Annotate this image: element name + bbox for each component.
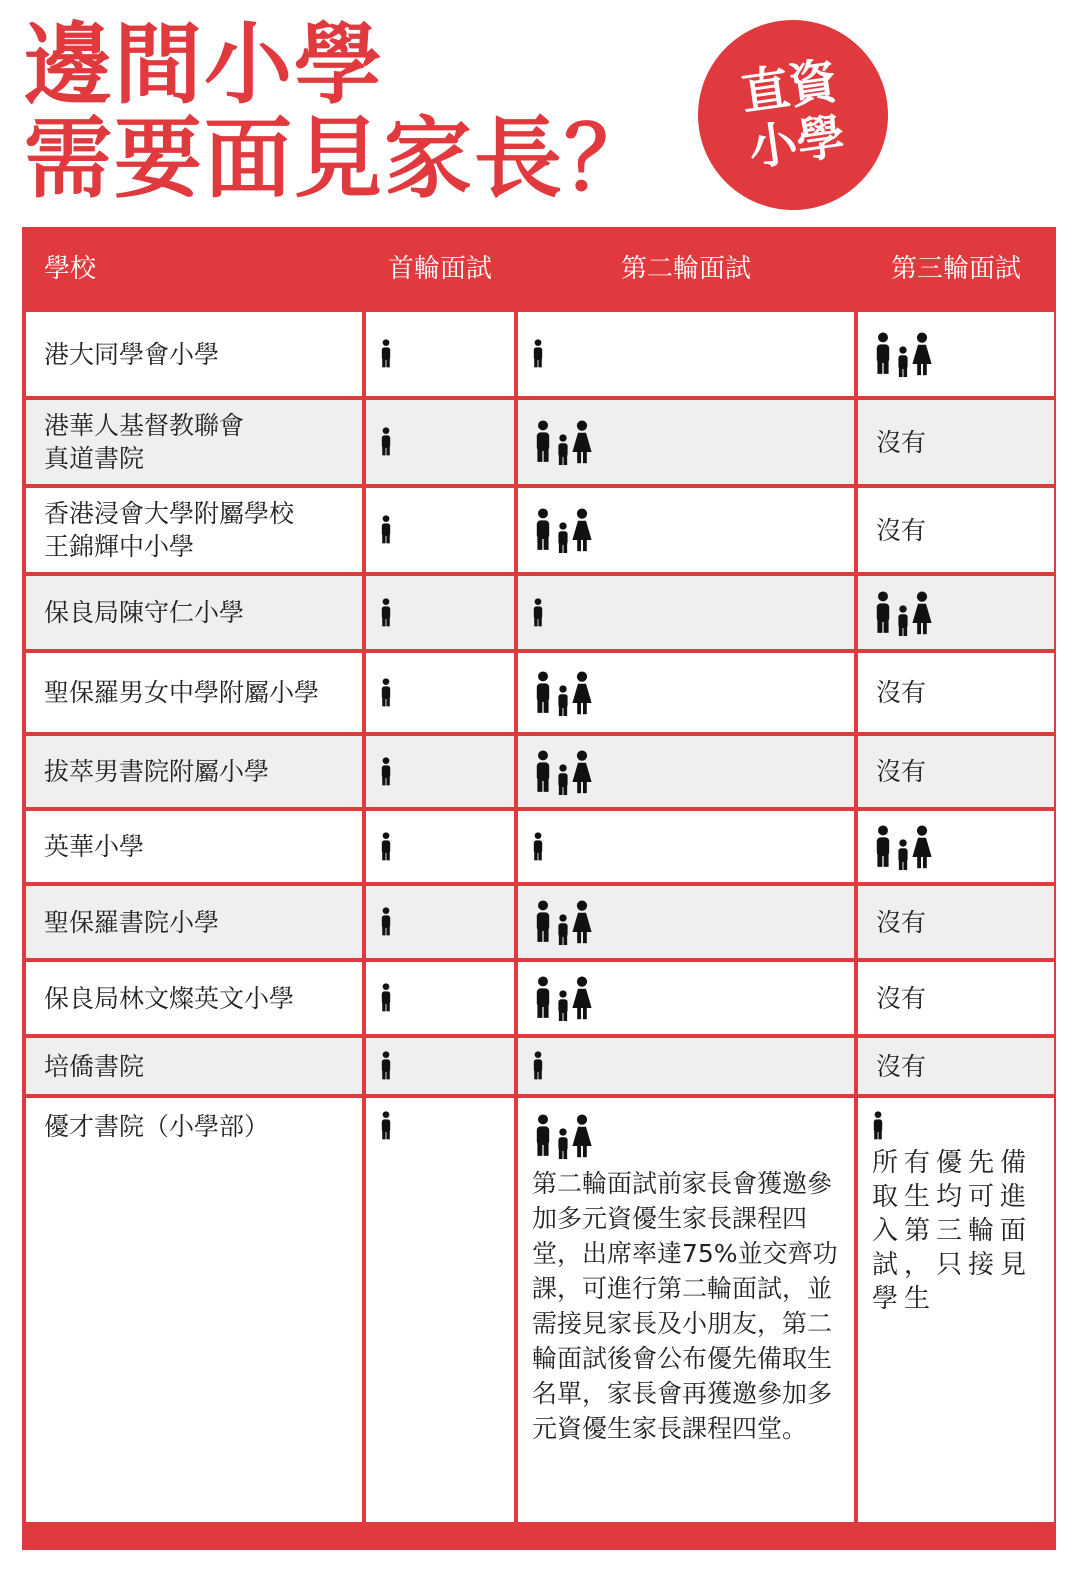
- round-2-cell: [518, 488, 854, 572]
- family-icon: [872, 821, 936, 873]
- child-icon: [380, 831, 392, 863]
- school-name: 培僑書院: [44, 1051, 145, 1081]
- round-1-cell: [366, 811, 514, 882]
- child-icon: [532, 1050, 544, 1082]
- round-3-cell: [858, 576, 1054, 649]
- school-name-cell: [26, 962, 362, 1034]
- school-name-cell: [26, 736, 362, 807]
- title-line-1: 邊間小學: [24, 13, 385, 116]
- round-3-cell: [858, 811, 1054, 882]
- round-3-cell: [858, 400, 1054, 484]
- family-icon: [532, 416, 596, 468]
- header-school: 學校: [26, 231, 362, 308]
- round-3-cell: [858, 1098, 1054, 1522]
- child-icon: [380, 1110, 392, 1142]
- family-icon: [532, 1110, 596, 1162]
- family-icon: [532, 746, 596, 798]
- school-name: 保良局林文燦英文小學: [44, 983, 295, 1013]
- round-3-cell: [858, 1038, 1054, 1094]
- header-round-3: 第三輪面試: [858, 231, 1054, 308]
- child-icon: [380, 514, 392, 546]
- round-2-cell: [518, 400, 854, 484]
- child-icon: [380, 338, 392, 370]
- title-line-2: 需要面見家長？: [24, 107, 655, 210]
- child-icon: [532, 597, 544, 629]
- child-icon: [380, 426, 392, 458]
- school-name: 保良局陳守仁小學: [44, 598, 245, 627]
- school-name: 聖保羅書院小學: [44, 907, 220, 937]
- child-icon: [380, 906, 392, 938]
- child-icon: [532, 338, 544, 370]
- page-title: [24, 13, 655, 210]
- round-3-cell: [858, 736, 1054, 807]
- round-1-cell: [366, 312, 514, 396]
- family-icon: [532, 667, 596, 719]
- family-icon: [872, 587, 936, 639]
- family-icon: [532, 504, 596, 556]
- child-icon: [532, 831, 544, 863]
- round-2-cell: [518, 312, 854, 396]
- no-interview-text: 沒有: [876, 757, 927, 786]
- school-name: 港華人基督教聯會 真道書院: [44, 411, 245, 473]
- school-name: 港大同學會小學: [44, 339, 220, 369]
- no-interview-text: 沒有: [876, 678, 927, 707]
- school-name: 英華小學: [44, 832, 145, 861]
- school-name-cell: [26, 886, 362, 958]
- school-name-cell: [26, 653, 362, 732]
- school-name: 優才書院（小學部）: [44, 1112, 270, 1141]
- header-round-1: 首輪面試: [366, 231, 514, 308]
- school-name-cell: [26, 1098, 362, 1522]
- school-name-cell: [26, 1038, 362, 1094]
- round-3-cell: [858, 886, 1054, 958]
- no-interview-text: 沒有: [876, 427, 927, 457]
- round-1-cell: [366, 1098, 514, 1522]
- child-icon: [380, 756, 392, 788]
- school-name-cell: [26, 312, 362, 396]
- no-interview-text: 沒有: [876, 1051, 927, 1081]
- round-2-cell: [518, 886, 854, 958]
- round-3-cell: [858, 488, 1054, 572]
- badge-line-1: 直資: [737, 52, 841, 122]
- round-2-cell: [518, 962, 854, 1034]
- direct-subsidy-badge: [686, 8, 901, 223]
- round-1-cell: [366, 653, 514, 732]
- no-interview-text: 沒有: [876, 983, 927, 1013]
- child-icon: [872, 1110, 884, 1142]
- interview-table: [22, 227, 1056, 1550]
- family-icon: [872, 328, 936, 380]
- round-2-note: 第二輪面試前家長會獲邀參加多元資優生家長課程四堂，出席率達75%並交齊功課，可進行第二輪面試，並需接見家長及小朋友，第二輪面試後會公布優先備取生名單，家長會再獲邀參加多元資優生家長課程四堂。: [532, 1169, 838, 1443]
- school-name: 拔萃男書院附屬小學: [44, 757, 270, 786]
- family-icon: [532, 896, 596, 948]
- round-2-cell: [518, 1098, 854, 1522]
- header-round-2: 第二輪面試: [518, 231, 854, 308]
- round-1-cell: [366, 1038, 514, 1094]
- school-name-cell: [26, 811, 362, 882]
- round-2-cell: [518, 736, 854, 807]
- child-icon: [380, 677, 392, 709]
- round-1-cell: [366, 886, 514, 958]
- round-3-cell: [858, 312, 1054, 396]
- badge-line-2: 小學: [745, 108, 849, 178]
- school-name-cell: [26, 576, 362, 649]
- no-interview-text: 沒有: [876, 515, 927, 545]
- round-1-cell: [366, 962, 514, 1034]
- round-3-cell: [858, 962, 1054, 1034]
- school-name: 香港浸會大學附屬學校 王錦輝中小學: [44, 499, 295, 561]
- round-2-cell: [518, 576, 854, 649]
- round-1-cell: [366, 576, 514, 649]
- child-icon: [380, 1050, 392, 1082]
- round-1-cell: [366, 488, 514, 572]
- round-2-cell: [518, 811, 854, 882]
- round-2-cell: [518, 653, 854, 732]
- round-2-cell: [518, 1038, 854, 1094]
- school-name-cell: [26, 400, 362, 484]
- school-name-cell: [26, 488, 362, 572]
- round-3-cell: [858, 653, 1054, 732]
- child-icon: [380, 982, 392, 1014]
- no-interview-text: 沒有: [876, 907, 927, 937]
- round-1-cell: [366, 736, 514, 807]
- child-icon: [380, 597, 392, 629]
- round-1-cell: [366, 400, 514, 484]
- round-3-note: 所有優先備取生均可進入第三輪面試，只接見學生: [872, 1148, 1033, 1314]
- family-icon: [532, 972, 596, 1024]
- school-name: 聖保羅男女中學附屬小學: [44, 678, 320, 707]
